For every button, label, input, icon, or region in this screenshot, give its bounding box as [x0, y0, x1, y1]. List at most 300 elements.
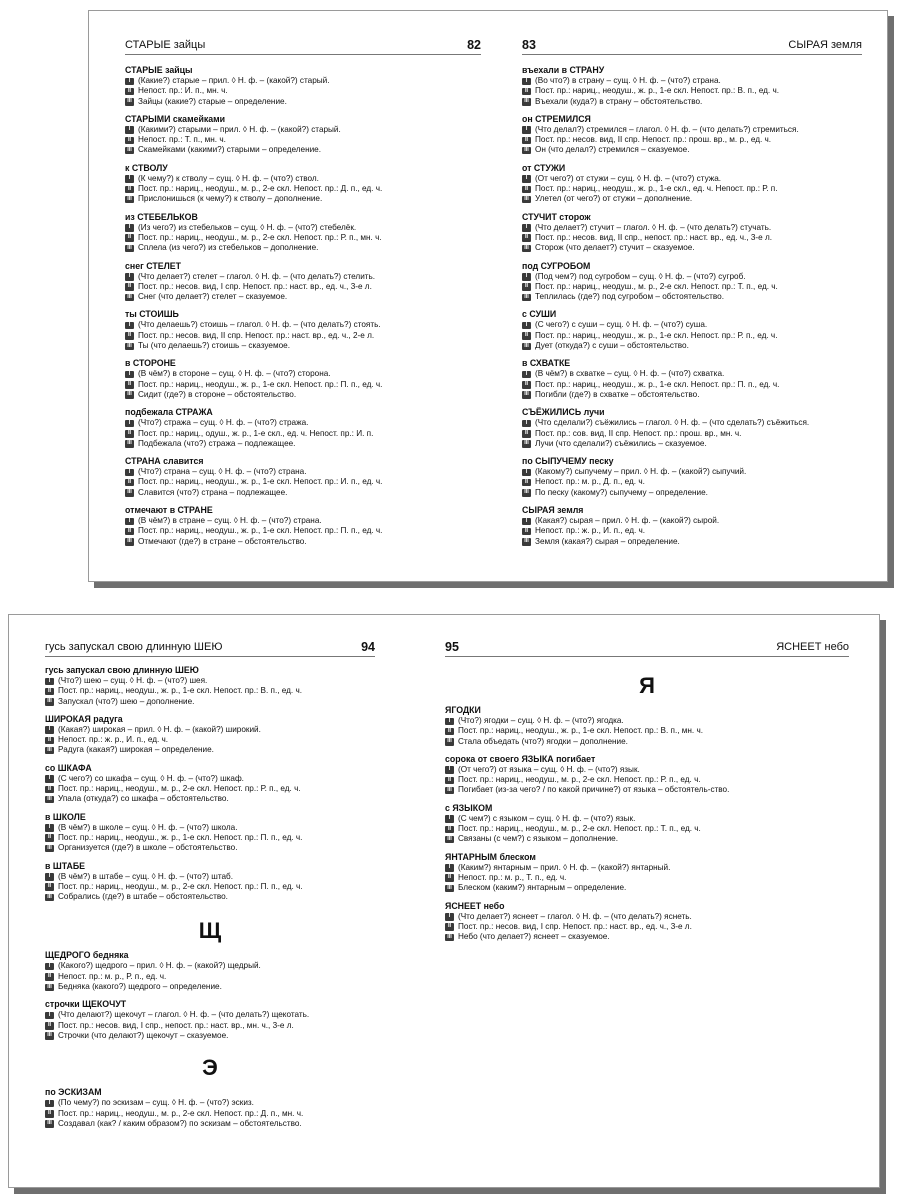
section-letter: Э — [202, 1055, 218, 1081]
entry — [125, 261, 481, 303]
analysis-line — [522, 369, 862, 379]
analysis-line — [125, 233, 481, 243]
roman-marker-icon: I — [445, 913, 454, 921]
analysis-text: (Что делает?) яснеет – глагол. ◊ Н. ф. – (что делать?) яснеть. — [458, 911, 692, 921]
analysis-line — [45, 1098, 375, 1108]
analysis-line — [45, 823, 375, 833]
analysis-text: Земля (какая?) сырая – определение. — [535, 536, 680, 546]
entry — [45, 665, 375, 707]
analysis-line — [522, 97, 862, 107]
analysis-text: Непост. пр.: ж. р., И. п., ед. ч. — [58, 735, 169, 745]
analysis-line — [445, 834, 849, 844]
analysis-line — [445, 932, 849, 942]
analysis-line — [45, 774, 375, 784]
entry-title: в ШКОЛЕ — [45, 811, 86, 822]
roman-marker-icon: II — [445, 826, 454, 834]
analysis-text: Пост. пр.: нариц., неодуш., ж. р., 1-е скл., ед. ч. Непост. пр.: Р. п. — [535, 184, 778, 194]
analysis-text: Пост. пр.: несов. вид, II спр. Непост. пр.: наст. вр., ед. ч., 2-е л. — [138, 330, 375, 340]
entry-title: по ЭСКИЗАМ — [45, 1087, 102, 1098]
entry — [445, 754, 849, 796]
analysis-line — [125, 135, 481, 145]
roman-marker-icon: II — [125, 186, 134, 194]
analysis-text: Сторож (что делает?) стучит – сказуемое. — [535, 243, 695, 253]
analysis-line — [522, 380, 862, 390]
analysis-text: (Что?) шею – сущ. ◊ Н. ф. – (что?) шея. — [58, 676, 208, 685]
analysis-text: Погибли (где?) в схватке – обстоятельство. — [535, 389, 700, 399]
analysis-line — [125, 331, 481, 341]
roman-marker-icon: II — [45, 1022, 54, 1030]
entry-title: с ЯЗЫКОМ — [445, 802, 493, 813]
roman-marker-icon: I — [445, 718, 454, 726]
analysis-line — [125, 429, 481, 439]
analysis-line — [45, 872, 375, 882]
analysis-line — [522, 477, 862, 487]
running-head — [445, 639, 849, 657]
roman-marker-icon: I — [522, 273, 531, 281]
roman-marker-icon: I — [522, 126, 531, 134]
roman-marker-icon: I — [45, 775, 54, 783]
analysis-line — [45, 686, 375, 696]
roman-marker-icon: II — [522, 332, 531, 340]
analysis-line — [125, 477, 481, 487]
analysis-line — [522, 292, 862, 302]
analysis-text: Пост. пр.: нариц., неодуш., ж. р., 1-е скл. Непост. пр.: П. п., ед. ч. — [535, 379, 780, 389]
entry-title: ЩЕДРОГО бедняка — [45, 950, 129, 961]
page-95 — [445, 615, 849, 1187]
analysis-text: Пост. пр.: несов. вид, I спр. Непост. пр.: наст. вр., ед. ч., 3-е л. — [458, 921, 692, 931]
analysis-text: Непост. пр.: Т. п., мн. ч. — [138, 135, 226, 145]
analysis-text: Пост. пр.: нариц., неодуш., м. р., 2-е скл. Непост. пр.: Т. п., ед. ч. — [535, 281, 778, 291]
roman-marker-icon: I — [125, 78, 134, 86]
analysis-line — [45, 697, 375, 707]
roman-marker-icon: I — [522, 518, 531, 526]
entry — [522, 261, 862, 303]
entry — [125, 212, 481, 254]
roman-marker-icon: I — [445, 766, 454, 774]
section-entries — [445, 705, 849, 942]
roman-marker-icon: II — [45, 1110, 54, 1118]
roman-marker-icon: I — [125, 175, 134, 183]
analysis-line — [125, 516, 481, 526]
roman-marker-icon: I — [445, 864, 454, 872]
analysis-text: Непост. пр.: И. п., мн. ч. — [138, 86, 228, 96]
analysis-line — [125, 243, 481, 253]
analysis-text: Радуга (какая?) широкая – определение. — [58, 745, 214, 755]
entry-title: снег СТЕЛЕТ — [125, 260, 181, 271]
analysis-text: Небо (что делает?) яснеет – сказуемое. — [458, 932, 610, 942]
entry-title: из СТЕБЕЛЬКОВ — [125, 211, 198, 222]
analysis-line — [445, 873, 849, 883]
roman-marker-icon: II — [125, 283, 134, 291]
roman-marker-icon: I — [522, 175, 531, 183]
roman-marker-icon: I — [45, 824, 54, 832]
entry-title: въехали в СТРАНУ — [522, 65, 605, 75]
roman-marker-icon: I — [522, 322, 531, 330]
page-82 — [125, 11, 481, 581]
analysis-text: Снег (что делает?) стелет – сказуемое. — [138, 292, 288, 302]
entry-title: с СУШИ — [522, 309, 557, 320]
roman-marker-icon: I — [125, 322, 134, 330]
analysis-line — [125, 174, 481, 184]
analysis-text: (Какого?) щедрого – прил. ◊ Н. ф. – (какой?) щедрый. — [58, 961, 261, 971]
analysis-line — [125, 390, 481, 400]
analysis-line — [125, 76, 481, 86]
analysis-line — [45, 1119, 375, 1129]
roman-marker-icon: I — [45, 1012, 54, 1020]
entry — [45, 861, 375, 903]
analysis-line — [125, 526, 481, 536]
analysis-line — [45, 784, 375, 794]
analysis-line — [522, 282, 862, 292]
analysis-line — [522, 516, 862, 526]
roman-marker-icon: II — [45, 737, 54, 745]
roman-marker-icon: III — [445, 738, 454, 746]
analysis-line — [125, 341, 481, 351]
analysis-line — [445, 765, 849, 775]
entry-title: подбежала СТРАЖА — [125, 407, 213, 418]
analysis-text: (Что делают?) щекочут – глагол. ◊ Н. ф. – (что делать?) щекотать. — [58, 1010, 310, 1020]
analysis-line — [522, 125, 862, 135]
entry-title: СЪЁЖИЛИСЬ лучи — [522, 407, 605, 418]
analysis-line — [45, 882, 375, 892]
roman-marker-icon: II — [45, 883, 54, 891]
analysis-text: (Какому?) сыпучему – прил. ◊ Н. ф. – (какой?) сыпучий. — [535, 467, 747, 477]
entry — [125, 65, 481, 107]
analysis-line — [45, 961, 375, 971]
analysis-text: Пост. пр.: нариц., неодуш., ж. р., 1-е скл. Непост. пр.: В. п., мн. ч. — [458, 726, 704, 736]
running-head — [522, 37, 862, 55]
analysis-line — [125, 292, 481, 302]
analysis-text: (Какими?) старыми – прил. ◊ Н. ф. – (какой?) старый. — [138, 124, 341, 134]
analysis-text: (В чём?) в стране – сущ. ◊ Н. ф. – (что?) страна. — [138, 516, 322, 526]
entry — [522, 456, 862, 498]
analysis-text: Пост. пр.: нариц., неодуш., м. р., 2-е скл. Непост. пр.: П. п., ед. ч. — [58, 881, 303, 891]
analysis-line — [125, 439, 481, 449]
analysis-text: Непост. пр.: м. р., Д. п., ед. ч. — [535, 477, 645, 487]
roman-marker-icon: I — [45, 963, 54, 971]
running-head-title: СЫРАЯ земля — [788, 39, 862, 51]
entry — [45, 812, 375, 854]
entry-title: ЯСНЕЕТ небо — [445, 900, 505, 911]
analysis-text: (Из чего?) из стебельков – сущ. ◊ Н. ф. – (что?) стебелёк. — [138, 222, 357, 232]
analysis-text: Сидит (где?) в стороне – обстоятельство. — [138, 389, 297, 399]
roman-marker-icon: II — [522, 283, 531, 291]
analysis-text: Организуется (где?) в школе – обстоятельство. — [58, 843, 238, 853]
analysis-text: (В чём?) в схватке – сущ. ◊ Н. ф. – (что?) схватка. — [535, 369, 725, 379]
analysis-line — [125, 369, 481, 379]
analysis-text: (По чему?) по эскизам – сущ. ◊ Н. ф. – (что?) эскиз. — [58, 1098, 254, 1108]
entry-title: от СТУЖИ — [522, 162, 566, 173]
entry-title: СЫРАЯ земля — [522, 505, 584, 516]
entry — [445, 852, 849, 894]
analysis-text: Запускал (что?) шею – дополнение. — [58, 696, 195, 706]
roman-marker-icon: II — [522, 186, 531, 194]
roman-marker-icon: III — [125, 538, 134, 546]
analysis-line — [125, 320, 481, 330]
analysis-text: Пост. пр.: нариц., неодуш., м. р., 2-е скл. Непост. пр.: Д. п., мн. ч. — [58, 1108, 304, 1118]
entry — [125, 407, 481, 449]
running-head-title: СТАРЫЕ зайцы — [125, 39, 206, 51]
analysis-line — [45, 833, 375, 843]
roman-marker-icon: I — [125, 273, 134, 281]
entry — [125, 309, 481, 351]
roman-marker-icon: II — [125, 137, 134, 145]
roman-marker-icon: III — [445, 836, 454, 844]
analysis-text: Пост. пр.: нариц., неодуш., ж. р., 1-е скл. Непост. пр.: П. п., ед. ч. — [138, 526, 383, 536]
analysis-text: Упала (откуда?) со шкафа – обстоятельство. — [58, 794, 229, 804]
analysis-line — [125, 537, 481, 547]
analysis-text: (Что?) страна – сущ. ◊ Н. ф. – (что?) страна. — [138, 467, 307, 477]
analysis-text: (Что делает?) стелет – глагол. ◊ Н. ф. – (что делать?) стелить. — [138, 271, 376, 281]
roman-marker-icon: III — [522, 294, 531, 302]
analysis-line — [522, 488, 862, 498]
analysis-text: Строчки (что делают?) щекочут – сказуемое. — [58, 1030, 229, 1040]
analysis-line — [125, 145, 481, 155]
analysis-line — [125, 97, 481, 107]
entries-list — [522, 65, 862, 554]
entry — [445, 901, 849, 943]
analysis-text: Въехали (куда?) в страну – обстоятельство. — [535, 96, 703, 106]
analysis-line — [445, 785, 849, 795]
roman-marker-icon: II — [45, 973, 54, 981]
analysis-line — [522, 135, 862, 145]
entry-title: СТАРЫЕ зайцы — [125, 65, 193, 75]
roman-marker-icon: II — [125, 430, 134, 438]
entry — [125, 456, 481, 498]
section-entries — [45, 665, 375, 902]
analysis-line — [45, 972, 375, 982]
entry-title: отмечают в СТРАНЕ — [125, 505, 213, 516]
roman-marker-icon: III — [45, 747, 54, 755]
roman-marker-icon: I — [125, 420, 134, 428]
analysis-text: Он (что делал?) стремился – сказуемое. — [535, 145, 690, 155]
analysis-line — [522, 184, 862, 194]
page-number: 94 — [361, 640, 375, 654]
analysis-line — [522, 243, 862, 253]
page-83 — [522, 11, 862, 581]
analysis-line — [445, 863, 849, 873]
analysis-line — [522, 390, 862, 400]
analysis-line — [45, 1010, 375, 1020]
roman-marker-icon: I — [45, 678, 54, 686]
roman-marker-icon: I — [45, 873, 54, 881]
entry — [522, 358, 862, 400]
analysis-line — [445, 814, 849, 824]
roman-marker-icon: II — [45, 786, 54, 794]
roman-marker-icon: III — [45, 894, 54, 902]
roman-marker-icon: II — [125, 528, 134, 536]
analysis-line — [445, 912, 849, 922]
roman-marker-icon: II — [522, 137, 531, 145]
analysis-text: Пост. пр.: несов. вид, I спр., непост. пр.: наст. вр., мн. ч., 3-е л. — [58, 1020, 294, 1030]
roman-marker-icon: III — [125, 343, 134, 351]
entry-title: гусь запускал свою длинную ШЕЮ — [45, 665, 199, 675]
analysis-line — [125, 194, 481, 204]
analysis-text: Пост. пр.: нариц., неодуш., ж. р., 1-е скл. Непост. пр.: В. п., ед. ч. — [535, 86, 780, 96]
running-head-title: ЯСНЕЕТ небо — [776, 641, 849, 653]
analysis-line — [522, 526, 862, 536]
analysis-text: (Каким?) янтарным – прил. ◊ Н. ф. – (какой?) янтарный. — [458, 862, 671, 872]
roman-marker-icon: II — [522, 528, 531, 536]
analysis-text: Погибает (из-за чего? / по какой причине?) от языка – обстоятель-ство. — [458, 785, 730, 795]
analysis-text: Сплела (из чего?) из стебельков – дополнение. — [138, 243, 319, 253]
analysis-line — [445, 726, 849, 736]
analysis-line — [125, 184, 481, 194]
analysis-line — [522, 194, 862, 204]
analysis-line — [45, 725, 375, 735]
running-head — [125, 37, 481, 55]
analysis-text: (Какие?) старые – прил. ◊ Н. ф. – (какой?) старый. — [138, 76, 330, 85]
section-entries — [45, 1087, 375, 1129]
analysis-text: Славится (что?) страна – подлежащее. — [138, 487, 288, 497]
roman-marker-icon: I — [125, 518, 134, 526]
roman-marker-icon: III — [125, 440, 134, 448]
roman-marker-icon: I — [45, 726, 54, 734]
entry — [522, 407, 862, 449]
roman-marker-icon: II — [522, 430, 531, 438]
roman-marker-icon: III — [45, 698, 54, 706]
roman-marker-icon: III — [45, 984, 54, 992]
analysis-text: (Что делал?) стремился – глагол. ◊ Н. ф. – (что делать?) стремиться. — [535, 124, 799, 134]
analysis-text: Зайцы (какие?) старые – определение. — [138, 96, 287, 106]
analysis-line — [522, 145, 862, 155]
analysis-text: (Что делает?) стучит – глагол. ◊ Н. ф. – (что делать?) стучать. — [535, 222, 772, 232]
entry-title: СТУЧИТ сторож — [522, 211, 591, 222]
page-number: 95 — [445, 640, 459, 654]
roman-marker-icon: I — [522, 224, 531, 232]
analysis-line — [125, 380, 481, 390]
entry-title: сорока от своего ЯЗЫКА погибает — [445, 753, 596, 764]
analysis-text: Пост. пр.: сов. вид, II спр. Непост. пр.: прош. вр., мн. ч. — [535, 428, 742, 438]
entry — [125, 114, 481, 156]
analysis-line — [445, 824, 849, 834]
analysis-text: Пост. пр.: нариц., неодуш., ж. р., 1-е скл. Непост. пр.: В. п., ед. ч. — [58, 686, 303, 696]
running-head — [45, 639, 375, 657]
analysis-line — [125, 467, 481, 477]
analysis-text: Пост. пр.: нариц., неодуш., ж. р., 1-е скл. Непост. пр.: П. п., ед. ч. — [58, 832, 303, 842]
analysis-text: Дует (откуда?) с суши – обстоятельство. — [535, 341, 689, 351]
analysis-text: (Какая?) широкая – прил. ◊ Н. ф. – (какой?) широкий. — [58, 724, 261, 734]
roman-marker-icon: II — [125, 332, 134, 340]
entry-title: к СТВОЛУ — [125, 162, 168, 173]
analysis-text: По песку (какому?) сыпучему – определение. — [535, 487, 708, 497]
analysis-text: Стала объедать (что?) ягодки – дополнение. — [458, 736, 628, 746]
entry-title: ты СТОИШЬ — [125, 309, 179, 320]
analysis-line — [45, 982, 375, 992]
roman-marker-icon: III — [125, 147, 134, 155]
roman-marker-icon: I — [125, 224, 134, 232]
roman-marker-icon: III — [45, 796, 54, 804]
entry-title: под СУГРОБОМ — [522, 260, 591, 271]
analysis-line — [45, 794, 375, 804]
entry-title: в СХВАТКЕ — [522, 358, 571, 369]
roman-marker-icon: II — [45, 834, 54, 842]
analysis-text: (Что делаешь?) стоишь – глагол. ◊ Н. ф. – (что делать?) стоять. — [138, 320, 381, 330]
analysis-text: (В чём?) в стороне – сущ. ◊ Н. ф. – (что?) сторона. — [138, 369, 331, 379]
roman-marker-icon: II — [125, 88, 134, 96]
analysis-text: Непост. пр.: м. р., Р. п., ед. ч. — [58, 971, 167, 981]
roman-marker-icon: I — [125, 371, 134, 379]
analysis-text: Пост. пр.: нариц., неодуш., м. р., 2-е скл. Непост. пр.: Р. п., ед. ч. — [458, 775, 701, 785]
roman-marker-icon: II — [522, 234, 531, 242]
analysis-text: Скамейками (какими?) старыми – определение. — [138, 145, 322, 155]
roman-marker-icon: III — [45, 1120, 54, 1128]
roman-marker-icon: I — [522, 371, 531, 379]
entries-list — [125, 65, 481, 554]
roman-marker-icon: III — [125, 245, 134, 253]
analysis-line — [445, 883, 849, 893]
analysis-line — [522, 341, 862, 351]
analysis-text: Подбежала (что?) стража – подлежащее. — [138, 438, 296, 448]
analysis-line — [522, 223, 862, 233]
analysis-text: (Какая?) сырая – прил. ◊ Н. ф. – (какой?) сырой. — [535, 516, 720, 526]
analysis-text: Бедняка (какого?) щедрого – определение. — [58, 982, 222, 992]
page-number: 82 — [467, 38, 481, 52]
analysis-text: (С чем?) с языком – сущ. ◊ Н. ф. – (что?) язык. — [458, 813, 636, 823]
analysis-line — [522, 272, 862, 282]
analysis-line — [125, 272, 481, 282]
roman-marker-icon: I — [125, 126, 134, 134]
entry — [522, 505, 862, 547]
analysis-line — [45, 745, 375, 755]
roman-marker-icon: III — [445, 787, 454, 795]
analysis-line — [522, 233, 862, 243]
analysis-text: Пост. пр.: нариц., неодуш., ж. р., 1-е скл. Непост. пр.: И. п., ед. ч. — [138, 477, 383, 487]
entry — [125, 163, 481, 205]
roman-marker-icon: II — [125, 479, 134, 487]
roman-marker-icon: I — [445, 815, 454, 823]
analysis-line — [125, 86, 481, 96]
entry — [445, 803, 849, 845]
analysis-line — [45, 676, 375, 686]
analysis-line — [522, 418, 862, 428]
analysis-line — [522, 537, 862, 547]
analysis-text: Пост. пр.: нариц., неодуш., м. р., 2-е скл. Непост. пр.: Р. п., мн. ч. — [138, 232, 382, 242]
entries-list — [45, 665, 375, 1136]
roman-marker-icon: III — [522, 489, 531, 497]
entry-title: ШИРОКАЯ радуга — [45, 713, 123, 724]
analysis-text: Улетел (от чего?) от стужи – дополнение. — [535, 194, 693, 204]
analysis-line — [445, 737, 849, 747]
section-letter: Я — [639, 673, 655, 698]
analysis-line — [522, 331, 862, 341]
analysis-line — [125, 282, 481, 292]
analysis-text: (Под чем?) под сугробом – сущ. ◊ Н. ф. – (что?) сугроб. — [535, 271, 746, 281]
roman-marker-icon: III — [125, 391, 134, 399]
analysis-text: Непост. пр.: ж. р., И. п., ед. ч. — [535, 526, 646, 536]
entry — [45, 1087, 375, 1129]
entry — [45, 950, 375, 992]
entry — [45, 999, 375, 1041]
book-spread-top — [88, 10, 888, 582]
roman-marker-icon: III — [522, 147, 531, 155]
roman-marker-icon: II — [522, 88, 531, 96]
entry-title: ЯНТАРНЫМ блеском — [445, 851, 536, 862]
analysis-text: Прислонишься (к чему?) к стволу – дополнение. — [138, 194, 323, 204]
analysis-line — [125, 418, 481, 428]
entry-title: СТРАНА славится — [125, 456, 204, 467]
analysis-text: Лучи (что сделали?) съёжились – сказуемое. — [535, 438, 707, 448]
roman-marker-icon: II — [522, 381, 531, 389]
roman-marker-icon: III — [522, 196, 531, 204]
entry — [522, 65, 862, 107]
book-spread-bottom — [8, 614, 880, 1188]
roman-marker-icon: III — [45, 845, 54, 853]
analysis-line — [522, 174, 862, 184]
roman-marker-icon: III — [445, 885, 454, 893]
analysis-line — [522, 467, 862, 477]
analysis-line — [45, 892, 375, 902]
